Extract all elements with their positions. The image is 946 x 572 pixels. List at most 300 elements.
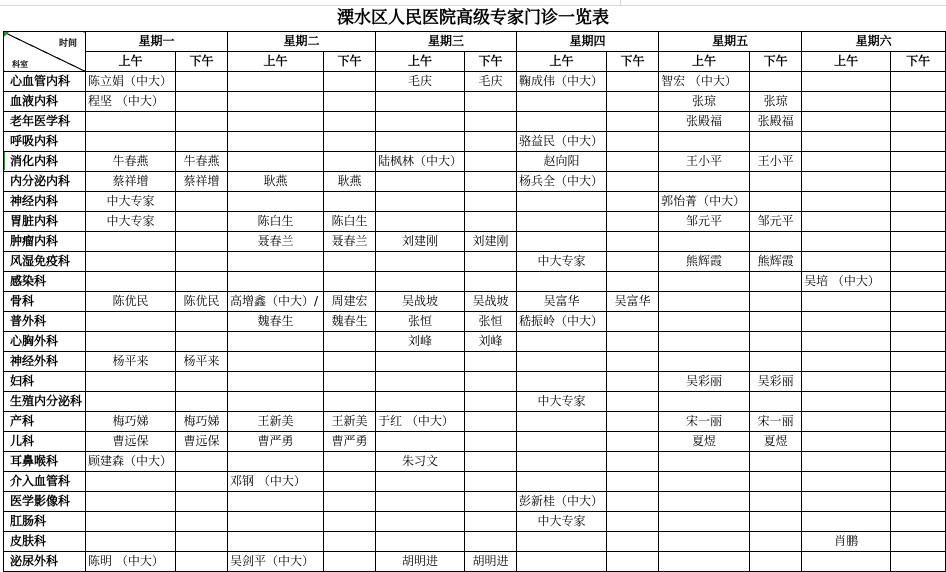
schedule-cell bbox=[607, 412, 659, 432]
schedule-cell bbox=[517, 532, 607, 552]
schedule-cell bbox=[802, 512, 891, 532]
schedule-cell bbox=[802, 472, 891, 492]
schedule-cell bbox=[86, 532, 176, 552]
table-row bbox=[4, 452, 946, 472]
schedule-cell bbox=[228, 392, 324, 412]
schedule-cell bbox=[802, 492, 891, 512]
department-name: 胃脏内科 bbox=[4, 212, 86, 232]
weekday-header: 星期一 bbox=[86, 32, 228, 52]
schedule-cell bbox=[376, 492, 465, 512]
schedule-cell bbox=[802, 312, 891, 332]
schedule-cell bbox=[891, 472, 946, 492]
table-row bbox=[4, 212, 946, 232]
schedule-cell bbox=[86, 472, 176, 492]
schedule-cell: 魏春生 bbox=[228, 312, 324, 332]
schedule-cell bbox=[517, 112, 607, 132]
schedule-cell bbox=[228, 352, 324, 372]
schedule-cell bbox=[228, 492, 324, 512]
schedule-cell: 胡明进 bbox=[376, 552, 465, 572]
department-name: 耳鼻喉科 bbox=[4, 452, 86, 472]
schedule-cell bbox=[891, 432, 946, 452]
schedule-cell bbox=[465, 132, 517, 152]
schedule-cell bbox=[750, 232, 802, 252]
schedule-cell bbox=[802, 192, 891, 212]
schedule-cell bbox=[465, 172, 517, 192]
schedule-cell bbox=[750, 332, 802, 352]
schedule-cell bbox=[659, 132, 750, 152]
schedule-cell: 张恒 bbox=[465, 312, 517, 332]
schedule-cell: 陈白生 bbox=[228, 212, 324, 232]
schedule-cell bbox=[659, 472, 750, 492]
morning-header: 上午 bbox=[802, 52, 891, 72]
department-name: 神经外科 bbox=[4, 352, 86, 372]
schedule-cell bbox=[324, 352, 376, 372]
morning-header: 上午 bbox=[228, 52, 324, 72]
schedule-cell: 张殿福 bbox=[750, 112, 802, 132]
schedule-cell bbox=[86, 272, 176, 292]
schedule-cell: 吴战坡 bbox=[465, 292, 517, 312]
schedule-cell bbox=[465, 192, 517, 212]
schedule-cell bbox=[324, 472, 376, 492]
schedule-cell bbox=[86, 512, 176, 532]
schedule-cell bbox=[376, 132, 465, 152]
schedule-cell: 赵向阳 bbox=[517, 152, 607, 172]
table-row bbox=[4, 292, 946, 312]
department-name: 神经内科 bbox=[4, 192, 86, 212]
schedule-cell bbox=[176, 472, 228, 492]
schedule-cell bbox=[607, 532, 659, 552]
schedule-cell: 耿燕 bbox=[324, 172, 376, 192]
schedule-cell bbox=[465, 372, 517, 392]
schedule-cell bbox=[176, 452, 228, 472]
schedule-cell bbox=[659, 532, 750, 552]
schedule-cell bbox=[465, 432, 517, 452]
schedule-cell: 魏春生 bbox=[324, 312, 376, 332]
schedule-cell: 刘建刚 bbox=[465, 232, 517, 252]
schedule-cell bbox=[802, 152, 891, 172]
schedule-cell bbox=[802, 172, 891, 192]
schedule-cell: 耿燕 bbox=[228, 172, 324, 192]
schedule-cell bbox=[750, 272, 802, 292]
schedule-cell bbox=[750, 192, 802, 212]
schedule-cell bbox=[228, 72, 324, 92]
department-name: 生殖内分泌科 bbox=[4, 392, 86, 412]
table-row bbox=[4, 352, 946, 372]
schedule-cell bbox=[750, 512, 802, 532]
schedule-cell bbox=[176, 132, 228, 152]
schedule-cell bbox=[750, 72, 802, 92]
schedule-cell bbox=[891, 312, 946, 332]
corner-time-label: 时间 bbox=[58, 39, 77, 49]
schedule-cell bbox=[517, 232, 607, 252]
schedule-cell bbox=[517, 192, 607, 212]
schedule-cell: 刘建刚 bbox=[376, 232, 465, 252]
schedule-cell: 吴战坡 bbox=[376, 292, 465, 312]
schedule-cell: 梅巧娣 bbox=[86, 412, 176, 432]
schedule-cell: 牛春燕 bbox=[176, 152, 228, 172]
department-name: 内分泌内科 bbox=[4, 172, 86, 192]
morning-header: 上午 bbox=[376, 52, 465, 72]
schedule-cell bbox=[750, 392, 802, 412]
schedule-cell: 吴富华 bbox=[517, 292, 607, 312]
schedule-cell bbox=[607, 152, 659, 172]
schedule-cell bbox=[465, 492, 517, 512]
department-name: 风湿免疫科 bbox=[4, 252, 86, 272]
schedule-cell bbox=[86, 492, 176, 512]
schedule-cell bbox=[176, 232, 228, 252]
schedule-cell bbox=[376, 172, 465, 192]
schedule-cell bbox=[891, 352, 946, 372]
afternoon-header: 下午 bbox=[176, 52, 228, 72]
table-row bbox=[4, 152, 946, 172]
schedule-cell: 陆枫林（中大） bbox=[376, 152, 465, 172]
schedule-cell bbox=[517, 352, 607, 372]
department-name: 普外科 bbox=[4, 312, 86, 332]
schedule-cell: 毛庆 bbox=[376, 72, 465, 92]
table-row bbox=[4, 432, 946, 452]
schedule-cell bbox=[376, 532, 465, 552]
schedule-cell bbox=[607, 352, 659, 372]
schedule-cell: 蔡祥增 bbox=[86, 172, 176, 192]
schedule-cell bbox=[86, 332, 176, 352]
schedule-cell bbox=[891, 452, 946, 472]
schedule-cell bbox=[176, 332, 228, 352]
schedule-cell bbox=[86, 392, 176, 412]
schedule-cell bbox=[324, 152, 376, 172]
schedule-cell bbox=[517, 212, 607, 232]
comment-marker bbox=[4, 32, 9, 37]
half-day-header-row bbox=[4, 52, 946, 72]
schedule-cell bbox=[465, 472, 517, 492]
schedule-cell bbox=[607, 392, 659, 412]
schedule-cell bbox=[802, 352, 891, 372]
table-row bbox=[4, 92, 946, 112]
schedule-cell: 刘峰 bbox=[376, 332, 465, 352]
schedule-cell bbox=[176, 532, 228, 552]
schedule-cell bbox=[659, 312, 750, 332]
schedule-cell bbox=[517, 432, 607, 452]
schedule-cell bbox=[465, 392, 517, 412]
schedule-cell bbox=[802, 412, 891, 432]
schedule-cell bbox=[517, 412, 607, 432]
schedule-cell bbox=[750, 172, 802, 192]
schedule-cell: 聂春兰 bbox=[324, 232, 376, 252]
department-name: 医学影像科 bbox=[4, 492, 86, 512]
schedule-cell bbox=[659, 332, 750, 352]
schedule-cell bbox=[607, 132, 659, 152]
weekday-header: 星期三 bbox=[376, 32, 517, 52]
page-title: 溧水区人民医院高级专家门诊一览表 bbox=[337, 8, 609, 28]
schedule-cell: 牛春燕 bbox=[86, 152, 176, 172]
schedule-cell bbox=[176, 212, 228, 232]
schedule-cell bbox=[891, 392, 946, 412]
schedule-cell bbox=[465, 532, 517, 552]
schedule-cell: 张恒 bbox=[376, 312, 465, 332]
schedule-cell bbox=[891, 92, 946, 112]
schedule-cell bbox=[802, 332, 891, 352]
schedule-cell: 邓钢 （中大） bbox=[228, 472, 324, 492]
schedule-cell bbox=[465, 152, 517, 172]
schedule-cell: 杨平来 bbox=[176, 352, 228, 372]
weekday-header-row bbox=[4, 32, 946, 52]
schedule-cell: 吴富华 bbox=[607, 292, 659, 312]
schedule-cell bbox=[376, 392, 465, 412]
schedule-cell bbox=[176, 392, 228, 412]
schedule-cell bbox=[86, 112, 176, 132]
weekday-header: 星期五 bbox=[659, 32, 802, 52]
weekday-header: 星期二 bbox=[228, 32, 376, 52]
schedule-cell bbox=[324, 492, 376, 512]
department-name: 介入血管科 bbox=[4, 472, 86, 492]
schedule-cell bbox=[659, 232, 750, 252]
schedule-cell bbox=[802, 392, 891, 412]
schedule-cell bbox=[324, 92, 376, 112]
schedule-cell bbox=[228, 112, 324, 132]
schedule-cell: 彭新桂（中大） bbox=[517, 492, 607, 512]
schedule-cell bbox=[176, 372, 228, 392]
schedule-cell bbox=[659, 352, 750, 372]
weekday-header: 星期四 bbox=[517, 32, 659, 52]
schedule-cell bbox=[324, 392, 376, 412]
schedule-cell bbox=[891, 232, 946, 252]
table-row bbox=[4, 132, 946, 152]
schedule-cell bbox=[891, 492, 946, 512]
schedule-cell: 熊辉霞 bbox=[750, 252, 802, 272]
schedule-cell bbox=[659, 392, 750, 412]
schedule-cell bbox=[891, 72, 946, 92]
schedule-cell bbox=[891, 272, 946, 292]
schedule-cell: 中大专家 bbox=[86, 212, 176, 232]
schedule-cell: 王小平 bbox=[750, 152, 802, 172]
schedule-cell bbox=[228, 192, 324, 212]
schedule-cell bbox=[750, 472, 802, 492]
schedule-cell bbox=[750, 492, 802, 512]
schedule-cell: 肖鹏 bbox=[802, 532, 891, 552]
schedule-cell bbox=[324, 272, 376, 292]
schedule-cell: 顾建森（中大） bbox=[86, 452, 176, 472]
schedule-cell bbox=[750, 452, 802, 472]
schedule-cell: 程坚 （中大） bbox=[86, 92, 176, 112]
schedule-cell bbox=[517, 272, 607, 292]
table-row bbox=[4, 172, 946, 192]
schedule-cell: 杨兵全（中大） bbox=[517, 172, 607, 192]
schedule-cell: 毛庆 bbox=[465, 72, 517, 92]
department-name: 心胸外科 bbox=[4, 332, 86, 352]
department-name: 消化内科 bbox=[4, 152, 86, 172]
table-row bbox=[4, 112, 946, 132]
schedule-cell: 中大专家 bbox=[517, 252, 607, 272]
department-name: 血液内科 bbox=[4, 92, 86, 112]
schedule-cell bbox=[228, 332, 324, 352]
schedule-cell bbox=[750, 312, 802, 332]
department-name: 皮肤科 bbox=[4, 532, 86, 552]
corner-dept-label: 科室 bbox=[12, 60, 28, 69]
afternoon-header: 下午 bbox=[607, 52, 659, 72]
schedule-cell: 蔡祥增 bbox=[176, 172, 228, 192]
afternoon-header: 下午 bbox=[891, 52, 946, 72]
schedule-cell: 夏煜 bbox=[659, 432, 750, 452]
schedule-cell bbox=[607, 452, 659, 472]
department-name: 产科 bbox=[4, 412, 86, 432]
department-name: 骨科 bbox=[4, 292, 86, 312]
schedule-cell bbox=[891, 212, 946, 232]
schedule-cell bbox=[802, 212, 891, 232]
schedule-cell: 骆益民（中大） bbox=[517, 132, 607, 152]
schedule-cell bbox=[176, 92, 228, 112]
schedule-cell: 周建宏 bbox=[324, 292, 376, 312]
schedule-cell: 王小平 bbox=[659, 152, 750, 172]
schedule-cell bbox=[607, 492, 659, 512]
table-row bbox=[4, 312, 946, 332]
schedule-cell bbox=[802, 92, 891, 112]
table-row bbox=[4, 332, 946, 352]
schedule-cell bbox=[891, 252, 946, 272]
schedule-cell bbox=[228, 132, 324, 152]
schedule-cell: 聂春兰 bbox=[228, 232, 324, 252]
schedule-cell: 吴彩丽 bbox=[750, 372, 802, 392]
department-name: 心血管内科 bbox=[4, 72, 86, 92]
department-name: 老年医学科 bbox=[4, 112, 86, 132]
table-row bbox=[4, 532, 946, 552]
schedule-cell: 陈立娟（中大） bbox=[86, 72, 176, 92]
morning-header: 上午 bbox=[659, 52, 750, 72]
schedule-cell: 陈优民 bbox=[176, 292, 228, 312]
schedule-cell bbox=[891, 512, 946, 532]
schedule-cell bbox=[802, 252, 891, 272]
schedule-cell bbox=[517, 372, 607, 392]
schedule-cell bbox=[891, 412, 946, 432]
schedule-cell bbox=[891, 332, 946, 352]
schedule-cell bbox=[324, 372, 376, 392]
weekday-header: 星期六 bbox=[802, 32, 946, 52]
table-row bbox=[4, 232, 946, 252]
schedule-cell bbox=[376, 272, 465, 292]
schedule-cell bbox=[607, 312, 659, 332]
department-name: 呼吸内科 bbox=[4, 132, 86, 152]
schedule-cell: 杨平来 bbox=[86, 352, 176, 372]
schedule-cell bbox=[324, 132, 376, 152]
schedule-cell: 吴培 （中大） bbox=[802, 272, 891, 292]
schedule-cell bbox=[228, 152, 324, 172]
table-row bbox=[4, 492, 946, 512]
schedule-cell: 刘峰 bbox=[465, 332, 517, 352]
schedule-cell: 吴剑平（中大） bbox=[228, 552, 324, 572]
schedule-cell bbox=[607, 112, 659, 132]
schedule-cell: 张琼 bbox=[659, 92, 750, 112]
schedule-cell bbox=[324, 332, 376, 352]
schedule-cell bbox=[607, 372, 659, 392]
schedule-cell bbox=[659, 292, 750, 312]
schedule-cell bbox=[891, 172, 946, 192]
schedule-cell: 陈白生 bbox=[324, 212, 376, 232]
schedule-cell bbox=[324, 512, 376, 532]
schedule-cell bbox=[607, 232, 659, 252]
schedule-cell: 中大专家 bbox=[517, 392, 607, 412]
schedule-cell bbox=[607, 92, 659, 112]
schedule-cell bbox=[802, 372, 891, 392]
schedule-cell bbox=[86, 232, 176, 252]
schedule-cell bbox=[465, 272, 517, 292]
schedule-cell bbox=[517, 452, 607, 472]
schedule-cell bbox=[376, 432, 465, 452]
schedule-cell bbox=[176, 112, 228, 132]
schedule-cell bbox=[324, 192, 376, 212]
schedule-cell bbox=[607, 472, 659, 492]
schedule-cell: 胡明进 bbox=[465, 552, 517, 572]
schedule-cell: 张琼 bbox=[750, 92, 802, 112]
schedule-cell: 智宏 （中大） bbox=[659, 72, 750, 92]
schedule-cell bbox=[376, 512, 465, 532]
schedule-cell bbox=[750, 292, 802, 312]
table-row bbox=[4, 472, 946, 492]
schedule-cell bbox=[228, 272, 324, 292]
schedule-cell: 宋一丽 bbox=[750, 412, 802, 432]
table-row bbox=[4, 512, 946, 532]
schedule-cell bbox=[324, 532, 376, 552]
schedule-cell: 熊辉霞 bbox=[659, 252, 750, 272]
schedule-cell bbox=[228, 372, 324, 392]
schedule-cell bbox=[228, 92, 324, 112]
schedule-cell: 高增鑫（中大）/ bbox=[228, 292, 324, 312]
schedule-cell bbox=[324, 252, 376, 272]
schedule-cell: 鞠成伟（中大） bbox=[517, 72, 607, 92]
department-name: 感染科 bbox=[4, 272, 86, 292]
schedule-cell bbox=[659, 512, 750, 532]
schedule-cell bbox=[802, 232, 891, 252]
schedule-cell bbox=[86, 312, 176, 332]
schedule-cell bbox=[607, 212, 659, 232]
morning-header: 上午 bbox=[86, 52, 176, 72]
schedule-cell: 嵇振岭（中大） bbox=[517, 312, 607, 332]
schedule-cell bbox=[176, 512, 228, 532]
schedule-cell bbox=[176, 312, 228, 332]
department-name: 肛肠科 bbox=[4, 512, 86, 532]
schedule-cell bbox=[465, 112, 517, 132]
table-row bbox=[4, 412, 946, 432]
table-row bbox=[4, 72, 946, 92]
schedule-cell bbox=[517, 472, 607, 492]
schedule-cell bbox=[176, 492, 228, 512]
corner-cell bbox=[4, 32, 86, 72]
schedule-cell: 中大专家 bbox=[86, 192, 176, 212]
schedule-cell: 王新美 bbox=[228, 412, 324, 432]
schedule-cell bbox=[465, 452, 517, 472]
morning-header: 上午 bbox=[517, 52, 607, 72]
schedule-cell bbox=[659, 452, 750, 472]
schedule-cell bbox=[465, 412, 517, 432]
schedule-cell bbox=[607, 192, 659, 212]
table-row bbox=[4, 192, 946, 212]
schedule-cell: 曹严勇 bbox=[324, 432, 376, 452]
schedule-cell bbox=[659, 492, 750, 512]
schedule-cell bbox=[176, 192, 228, 212]
schedule-cell bbox=[750, 132, 802, 152]
schedule-cell bbox=[607, 432, 659, 452]
schedule-cell: 邹元平 bbox=[750, 212, 802, 232]
department-name: 泌尿外科 bbox=[4, 552, 86, 572]
schedule-cell bbox=[607, 512, 659, 532]
schedule-cell bbox=[750, 532, 802, 552]
schedule-cell bbox=[517, 332, 607, 352]
afternoon-header: 下午 bbox=[750, 52, 802, 72]
schedule-cell bbox=[659, 272, 750, 292]
schedule-cell bbox=[802, 72, 891, 92]
table-row bbox=[4, 272, 946, 292]
schedule-cell: 曹严勇 bbox=[228, 432, 324, 452]
schedule-cell bbox=[465, 92, 517, 112]
schedule-cell bbox=[607, 332, 659, 352]
schedule-cell bbox=[176, 252, 228, 272]
